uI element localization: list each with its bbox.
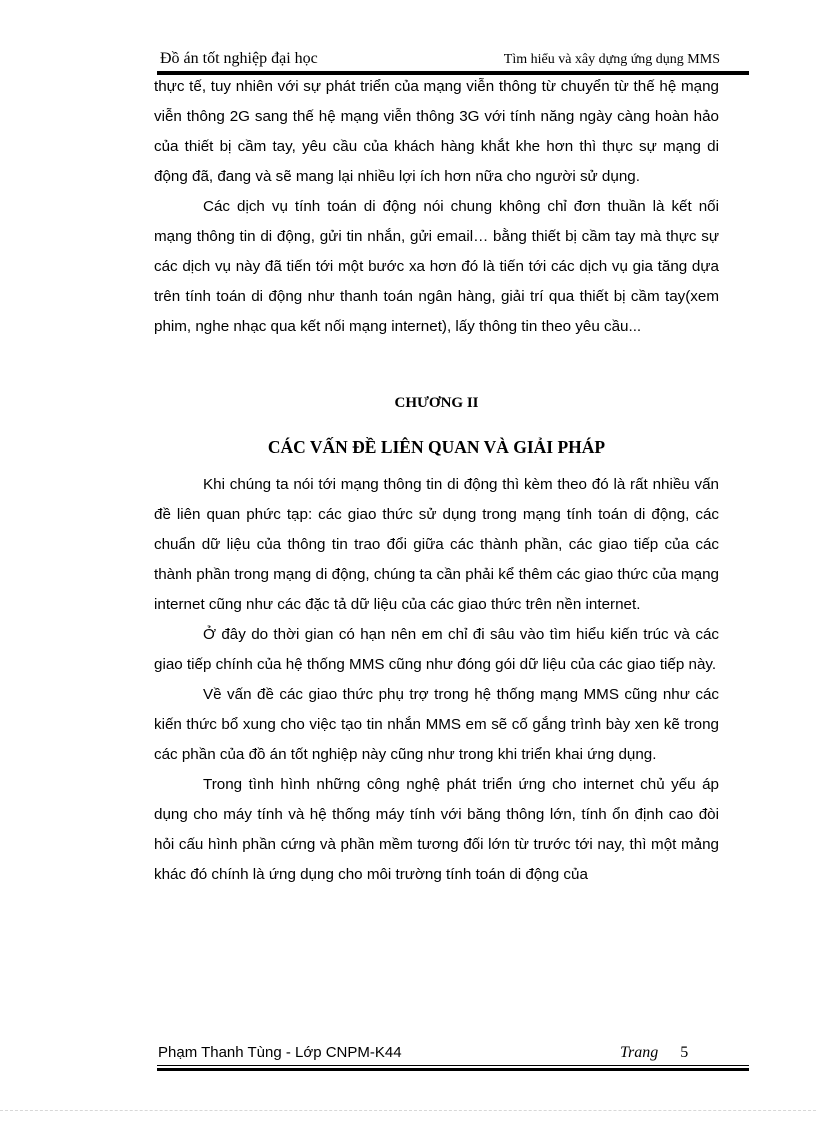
- page-break-line: [0, 1110, 816, 1111]
- footer-page-label: Trang: [620, 1044, 659, 1061]
- paragraph: thực tế, tuy nhiên với sự phát triển của mạng viễn thông từ chuyển từ thế hệ mạng viễn thông 2G sang thế hệ mạng viễn thông 3G với tính năng ngày càng hoàn hảo của thiết bị cầm tay, yêu cầu của khách hàng khắt khe hơn thì thực sự mạng di động đã, đang và sẽ mang lại nhiều lợi ích hơn nữa cho người sử dụng.: [154, 78, 719, 185]
- header-left: Đồ án tốt nghiệp đại học: [160, 50, 318, 67]
- body-content: [154, 72, 719, 890]
- footer-page-number: 5: [680, 1044, 689, 1061]
- paragraph: Về vấn đề các giao thức phụ trợ trong hệ thống mạng MMS cũng như các kiến thức bổ xung cho việc tạo tin nhắn MMS em sẽ cố gắng trình bày xen kẽ trong các phần của đồ án tốt nghiệp này cũng như trong khi triển khai ứng dụng.: [154, 686, 719, 763]
- footer-rule: [157, 1065, 749, 1071]
- chapter-label: CHƯƠNG II: [394, 395, 479, 411]
- paragraph: Các dịch vụ tính toán di động nói chung không chỉ đơn thuần là kết nối mạng thông tin di động, gửi tin nhắn, gửi email… bằng thiết bị cầm tay mà thực sự các dịch vụ này đã tiến tới một bước xa hơn đó là tiến tới các dịch vụ gia tăng dựa trên tính toán di động như thanh toán ngân hàng, giải trí qua thiết bị cầm tay(xem phim, nghe nhạc qua kết nối mạng internet), lấy thông tin theo yêu cầu...: [154, 198, 719, 335]
- paragraph: Khi chúng ta nói tới mạng thông tin di động thì kèm theo đó là rất nhiều vấn đề liên quan phức tạp: các giao thức sử dụng trong mạng tính toán di động, các chuẩn dữ liệu của thông tin trao đổi giữa các thành phần, các giao tiếp của các thành phần trong mạng di động, chúng ta cần phải kể thêm các giao thức của mạng internet cũng như các đặc tả dữ liệu của các giao thức trên nền internet.: [154, 476, 719, 613]
- paragraph: Ở đây do thời gian có hạn nên em chỉ đi sâu vào tìm hiểu kiến trúc và các giao tiếp chính của hệ thống MMS cũng như đóng gói dữ liệu của các giao tiếp này.: [154, 626, 719, 673]
- paragraph: Trong tình hình những công nghệ phát triển ứng cho internet chủ yếu áp dụng cho máy tính và hệ thống máy tính với băng thông lớn, tính ổn định cao đòi hỏi cấu hình phần cứng và phần mềm tương đối lớn từ trước tới nay, thì một mảng khác đó chính là ứng dụng cho môi trường tính toán di động của: [154, 776, 719, 883]
- footer-author: Phạm Thanh Tùng - Lớp CNPM-K44: [158, 1044, 402, 1061]
- chapter-title: CÁC VẤN ĐỀ LIÊN QUAN VÀ GIẢI PHÁP: [267, 437, 606, 457]
- footer-page: [620, 1044, 688, 1062]
- section-spacer: [154, 342, 719, 388]
- header-right: Tìm hiểu và xây dựng ứng dụng MMS: [503, 52, 720, 67]
